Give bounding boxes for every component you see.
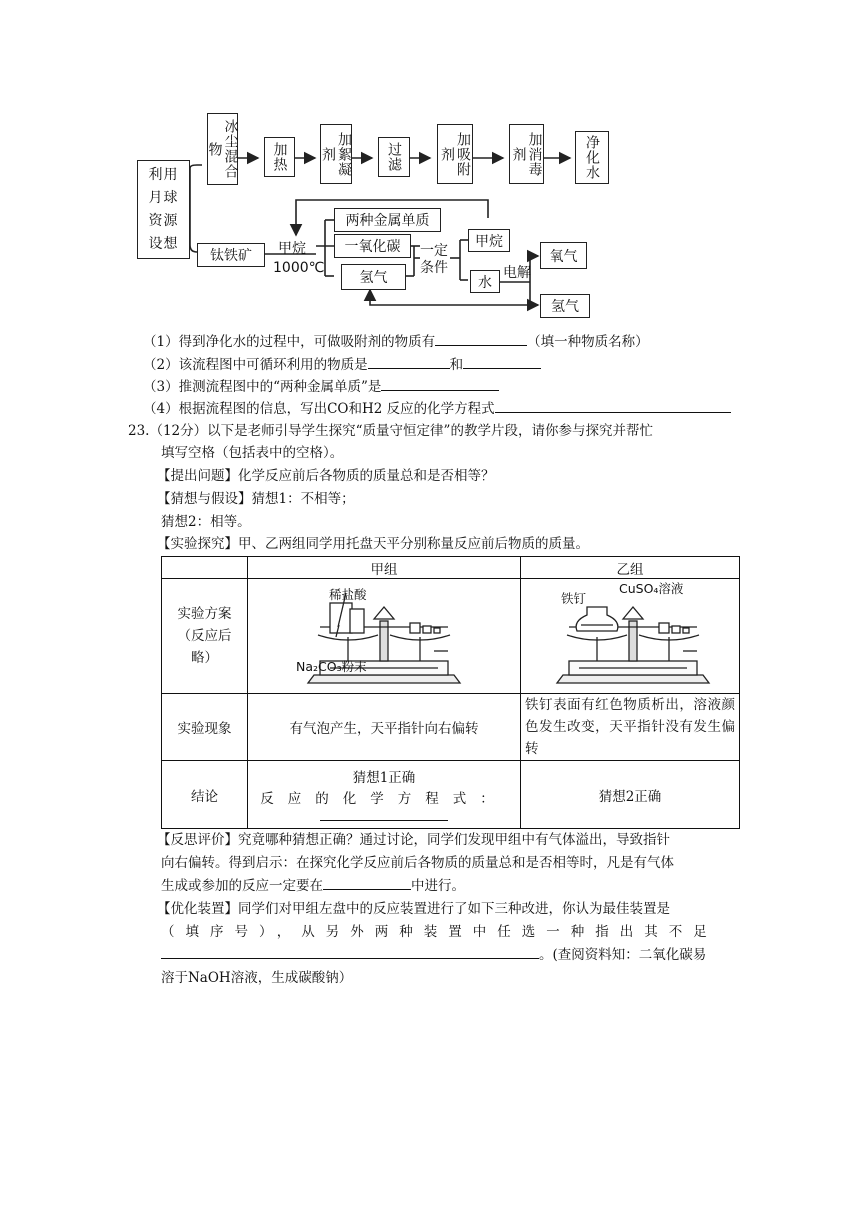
optimize-line2: （填序号），从另外两种装置中任选一种指出其不足 bbox=[161, 924, 718, 940]
section-text: 究竟哪种猜想正确？通过讨论，同学们发现甲组中有气体溢出，导致指针 bbox=[238, 832, 670, 848]
question-text: （3）推测流程图中的“两种金属单质”是 bbox=[143, 379, 382, 395]
q23-ask bbox=[157, 465, 495, 487]
q23-guess2: 猜想2：相等。 bbox=[161, 514, 251, 530]
reflection-line3 bbox=[161, 875, 465, 897]
reaction-temperature: 1000℃ bbox=[273, 260, 325, 276]
question-text: （2）该流程图中可循环利用的物质是 bbox=[143, 357, 368, 373]
question-text: （4）根据流程图的信息，写出CO和H2 反应的化学方程式 bbox=[143, 401, 495, 417]
flow-label: 水 bbox=[478, 274, 492, 291]
answer-blank[interactable] bbox=[435, 331, 527, 346]
flow-label: 钛铁矿 bbox=[210, 248, 252, 264]
answer-blank[interactable] bbox=[463, 354, 541, 369]
section-text: 中进行。 bbox=[411, 878, 465, 894]
flow-box-metals bbox=[334, 208, 441, 232]
electrolysis-label: 电解 bbox=[503, 265, 531, 281]
flow-label: 甲烷 bbox=[475, 233, 503, 250]
section-tag: 【反思评价】 bbox=[157, 832, 238, 848]
flow-label: 净化水 bbox=[584, 135, 600, 180]
section-tag: 【优化装置】 bbox=[157, 901, 238, 917]
optimize-line1 bbox=[157, 898, 670, 920]
section-text: 甲、乙两组同学用托盘天平分别称量反应前后物质的质量。 bbox=[238, 536, 589, 552]
question-4 bbox=[143, 398, 731, 419]
row-phenomenon-label: 实验现象 bbox=[162, 694, 248, 761]
cell-text: 铁钉表面有红色物质析出，溶液颜色发生改变，天平指针没有发生偏转 bbox=[525, 697, 735, 757]
answer-blank[interactable] bbox=[320, 810, 448, 821]
flow-label: 加热 bbox=[271, 142, 288, 172]
jia-conclusion bbox=[248, 761, 521, 829]
section-text: 生成或参加的反应一定要在 bbox=[161, 878, 323, 894]
answer-blank[interactable] bbox=[368, 354, 450, 369]
flow-box-water bbox=[470, 270, 500, 293]
question-1 bbox=[143, 331, 649, 352]
section-tag: 【猜想与假设】 bbox=[157, 491, 252, 507]
q23-title-line2: 填写空格（包括表中的空格）。 bbox=[161, 445, 344, 461]
jia-phenomenon: 有气泡产生，天平指针向右偏转 bbox=[248, 694, 521, 761]
cell-text: 实验方案（反应后略） bbox=[177, 606, 232, 666]
condition-label: 一定条件 bbox=[420, 243, 448, 276]
flow-box-h2-out bbox=[540, 294, 590, 318]
cell-text: 反应的化学方程式： bbox=[260, 790, 508, 807]
flow-label: 氢气 bbox=[551, 299, 579, 315]
optimize-line4: 溶于NaOH溶液，生成碳酸钠） bbox=[161, 970, 353, 986]
question-3 bbox=[143, 376, 499, 397]
flow-label: 两种金属单质 bbox=[345, 213, 430, 229]
flowchart-lines bbox=[0, 0, 860, 330]
flow-box-ice bbox=[207, 113, 238, 185]
q23-title-line1: 23.（12分）以下是老师引导学生探究“质量守恒定律”的教学片段，请你参与探究并帮忙 bbox=[128, 423, 653, 439]
table-header-yi: 乙组 bbox=[521, 557, 740, 579]
flow-box-heat bbox=[264, 137, 295, 177]
answer-blank[interactable] bbox=[161, 944, 539, 959]
optimize-line3 bbox=[161, 944, 706, 966]
flow-label: 一氧化碳 bbox=[344, 239, 401, 255]
question-text: （1）得到净化水的过程中，可做吸附剂的物质有 bbox=[143, 334, 436, 350]
flow-box-o2 bbox=[540, 242, 587, 269]
label-acid: 稀盐酸 bbox=[329, 587, 367, 602]
q23-guess bbox=[157, 488, 355, 510]
balance-jia-icon bbox=[248, 579, 520, 693]
flow-label: 氧气 bbox=[549, 248, 578, 265]
flow-box-co bbox=[334, 234, 411, 258]
label-powder: Na₂CO₃粉末 bbox=[296, 659, 367, 674]
reflection-line2: 向右偏转。得到启示：在探究化学反应前后各物质的质量总和是否相等时，凡是有气体 bbox=[161, 855, 674, 871]
flow-label: 加絮凝剂 bbox=[320, 131, 352, 177]
table-header-jia: 甲组 bbox=[248, 557, 521, 579]
flow-box-methane bbox=[468, 229, 510, 252]
section-text: 猜想1：不相等； bbox=[251, 491, 355, 507]
flow-label: 氢气 bbox=[359, 270, 388, 286]
question-text: 和 bbox=[449, 357, 464, 373]
flow-box-h2 bbox=[341, 264, 406, 290]
yi-phenomenon bbox=[521, 694, 740, 761]
row-conclusion-label: 结论 bbox=[162, 761, 248, 829]
section-text: 同学们对甲组左盘中的反应装置进行了如下三种改进，你认为最佳装置是 bbox=[238, 901, 670, 917]
flow-box-disinfect bbox=[509, 124, 544, 184]
flow-label: 加吸附剂 bbox=[439, 131, 471, 177]
section-tag: 【提出问题】 bbox=[157, 468, 238, 484]
row-plan-label bbox=[162, 579, 248, 694]
flow-box-clean-water bbox=[575, 131, 609, 184]
answer-blank[interactable] bbox=[495, 398, 731, 413]
experiment-table bbox=[161, 556, 740, 829]
answer-blank[interactable] bbox=[323, 875, 411, 890]
label-nail: 铁钉 bbox=[561, 591, 587, 606]
q23-exp bbox=[157, 533, 589, 555]
table-header-empty bbox=[162, 557, 248, 579]
reflection-line1 bbox=[157, 829, 670, 851]
flow-label: 加消毒剂 bbox=[510, 131, 543, 177]
label-solution: CuSO₄溶液 bbox=[619, 581, 684, 596]
reaction-methane: 甲烷 bbox=[278, 241, 306, 257]
jia-apparatus-cell bbox=[248, 579, 521, 694]
root-box bbox=[137, 160, 190, 259]
question-2 bbox=[143, 354, 541, 375]
flow-label: 冰尘混合物 bbox=[206, 119, 239, 179]
flow-box-filter bbox=[378, 137, 410, 177]
flow-label: 过滤 bbox=[386, 142, 402, 172]
cell-text: 猜想1正确 bbox=[352, 769, 416, 786]
section-text: 。(查阅资料知：二氧化碳易 bbox=[539, 947, 707, 963]
section-tag: 【实验探究】 bbox=[157, 536, 238, 552]
section-text: 化学反应前后各物质的质量总和是否相等？ bbox=[238, 468, 495, 484]
question-text: （填一种物质名称） bbox=[527, 334, 649, 350]
root-label: 利用月球资源设想 bbox=[148, 166, 179, 252]
yi-apparatus-cell bbox=[521, 579, 740, 694]
answer-blank[interactable] bbox=[381, 376, 499, 391]
yi-conclusion: 猜想2正确 bbox=[521, 761, 740, 829]
flow-box-ore bbox=[197, 243, 265, 267]
flow-box-adsorbent bbox=[437, 124, 473, 184]
flow-box-flocculant bbox=[320, 124, 352, 184]
